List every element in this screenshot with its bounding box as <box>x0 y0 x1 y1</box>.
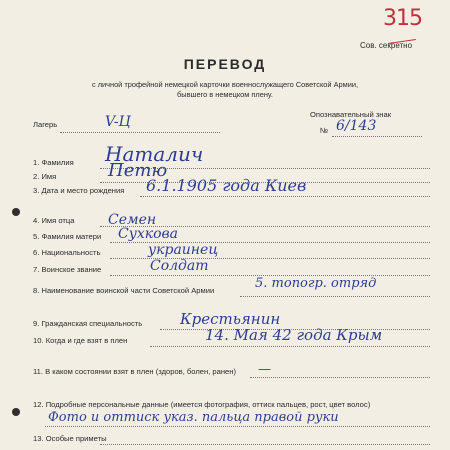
field-7-label: 7. Воинское звание <box>33 265 102 274</box>
tag-rule <box>332 136 422 137</box>
tag-label: Опознавательный знак <box>310 110 392 119</box>
punch-hole <box>12 208 20 216</box>
document-subtitle-1: с личной трофейной немецкой карточки военнослужащего Советской Армии, <box>91 80 359 89</box>
field-6-value: украинец <box>148 242 219 258</box>
camp-value: V-Ц <box>105 114 131 130</box>
field-5-label: 5. Фамилия матери <box>33 232 102 241</box>
tag-prefix: № <box>320 126 329 135</box>
tag-value: 6/143 <box>336 118 377 134</box>
field-5-value: Сухкова <box>118 226 179 242</box>
field-8-label: 8. Наименование воинской части Советской Армии <box>33 286 215 295</box>
classification-stamp: Сов. секретно <box>360 41 413 50</box>
field-6-label: 6. Национальность <box>33 248 101 257</box>
field-9-value: Крестьянин <box>180 310 281 328</box>
archive-number: 315 <box>383 6 422 31</box>
field-10-label: 10. Когда и где взят в плен <box>33 336 128 345</box>
field-3-value: 6.1.1905 года Киев <box>146 176 307 195</box>
field-11-label: 11. В каком состоянии взят в плен (здоров, болен, ранен) <box>33 367 236 376</box>
field-9-label: 9. Гражданская специальность <box>33 319 143 328</box>
field-1-label: 1. Фамилия <box>33 158 74 167</box>
camp-rule <box>60 132 220 133</box>
document-title: ПЕРЕВОД <box>183 56 267 72</box>
field-2-label: 2. Имя <box>33 172 57 181</box>
field-7-value: Солдат <box>150 258 209 274</box>
field-12-value: Фото и оттиск указ. пальца правой руки <box>48 410 339 425</box>
field-2-value: Петю <box>108 160 168 181</box>
field-13-label: 13. Особые приметы <box>33 434 107 443</box>
punch-hole <box>12 408 20 416</box>
camp-label: Лагерь <box>33 120 58 129</box>
field-11-value: — <box>258 362 271 377</box>
field-12-label: 12. Подробные персональные данные (имеется фотография, оттиск пальцев, рост, цвет волос) <box>33 400 371 409</box>
document-subtitle-2: бывшего в немецком плену. <box>177 90 273 99</box>
field-8-value: 5. топогр. отряд <box>255 276 377 291</box>
field-10-value: 14. Мая 42 года Крым <box>205 326 383 344</box>
field-4-value: Семен <box>108 212 157 228</box>
field-4-label: 4. Имя отца <box>33 216 75 225</box>
field-1-value: Наталич <box>105 142 204 166</box>
field-3-label: 3. Дата и место рождения <box>33 186 125 195</box>
